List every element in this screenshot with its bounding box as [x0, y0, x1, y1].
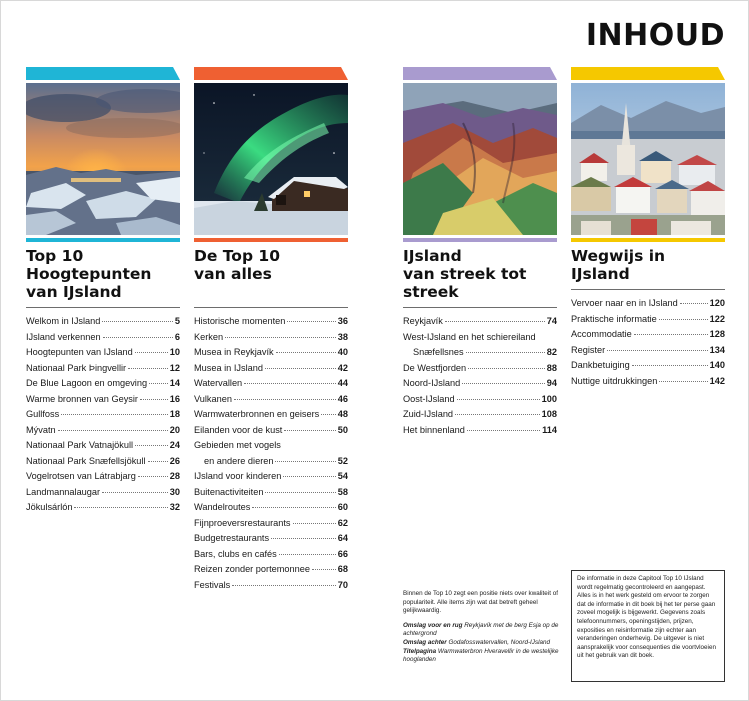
dot-leader — [445, 321, 545, 322]
toc-entry-page: 42 — [337, 362, 348, 373]
toc-entry-label: Hoogtepunten van IJsland — [26, 347, 133, 357]
toc-entry[interactable] — [194, 469, 348, 485]
toc-entry-label: Dankbetuiging — [571, 360, 630, 370]
toc-entry-page: 16 — [169, 393, 180, 404]
toc-entry-page: 82 — [546, 347, 557, 357]
dot-leader — [457, 399, 540, 400]
toc-entry-label: Musea in IJsland — [194, 362, 263, 373]
toc-entry-label: Budgetrestaurants — [194, 533, 270, 543]
toc-entry-label: Vogelrotsen van Látrabjarg — [26, 471, 136, 481]
toc-entry[interactable] — [403, 392, 557, 408]
toc-entry-page: 24 — [169, 440, 180, 450]
dot-leader — [462, 383, 545, 384]
section-heading: IJsland van streek tot streek — [403, 247, 527, 301]
section-band — [403, 238, 557, 242]
toc-entry-label: Watervallen — [194, 378, 243, 388]
toc-entry-page: 46 — [337, 393, 348, 404]
dot-leader — [225, 337, 336, 338]
toc-entry[interactable] — [194, 500, 348, 516]
dot-leader — [659, 381, 707, 382]
toc-entry[interactable] — [194, 361, 348, 377]
toc-entry[interactable] — [194, 330, 348, 346]
toc-entry-label: Reykjavík — [403, 316, 443, 326]
section-heading: Top 10 Hoogtepunten van IJsland — [26, 247, 152, 301]
toc-entry-page: 26 — [169, 455, 180, 466]
title-page-credit: Titelpagina Warmwaterbron Hveravellir in de westelijke hooglanden — [403, 647, 559, 664]
dot-leader — [135, 445, 168, 446]
dot-leader — [74, 507, 167, 508]
section-tab — [571, 67, 725, 80]
toc-list — [571, 296, 725, 389]
section-band — [194, 238, 348, 242]
toc-entry[interactable] — [403, 407, 557, 423]
section-divider — [403, 307, 557, 308]
toc-entry-page: 6 — [174, 331, 180, 342]
toc-entry-page: 140 — [709, 360, 725, 370]
section-divider — [194, 307, 348, 308]
dot-leader — [634, 334, 708, 335]
toc-entry-label: West-IJsland en het schiereiland — [403, 331, 536, 342]
toc-entry-label: Landmannalaugar — [26, 486, 101, 497]
toc-entry[interactable] — [26, 485, 180, 501]
dot-leader — [234, 399, 336, 400]
section-tab — [26, 67, 180, 80]
toc-entry[interactable] — [26, 407, 180, 423]
section-top10-highlights — [26, 67, 180, 516]
toc-entry[interactable] — [26, 361, 180, 377]
toc-entry-label: Vulkanen — [194, 393, 232, 404]
dot-leader — [102, 492, 168, 493]
toc-entry-label: Nationaal Park Vatnajökull — [26, 440, 134, 450]
toc-entry-label: Kerken — [194, 331, 224, 342]
toc-entry[interactable] — [26, 469, 180, 485]
dot-leader — [283, 476, 335, 477]
toc-entry-label: Oost-IJsland — [403, 393, 455, 404]
toc-entry-label: Gullfoss — [26, 409, 60, 419]
dot-leader — [271, 538, 336, 539]
reykjavik-church-view-photo — [571, 83, 725, 235]
toc-entry-page: 32 — [169, 502, 180, 512]
toc-entry-page: 100 — [541, 393, 557, 404]
dot-leader — [287, 321, 335, 322]
toc-entry-page: 60 — [337, 502, 348, 512]
dot-leader — [279, 554, 336, 555]
toc-entry[interactable] — [26, 438, 180, 454]
toc-entry-page: 70 — [337, 579, 348, 590]
disclaimer-box: De informatie in deze Capitool Top 10 IJsland wordt regelmatig gecontroleerd en aangepast. Alles is in het werk gesteld om ervoor te zorgen dat de informatie in dit boek bij het ter perse gaan zoveel mogelijk is bijgewerkt. Gegevens zoals telefoonnummers, openingstijden, prijzen, exposities en reisinformatie zijn echter aan veranderingen onderhevig. De uitgever is niet aansprakelijk voor consequenties die voortvloeien uit het gebruik van dit boek. — [571, 570, 725, 682]
toc-entry-label: Wandelroutes — [194, 502, 251, 512]
toc-entry[interactable] — [194, 562, 348, 578]
toc-entry-page: 62 — [337, 517, 348, 528]
toc-entry-label: Zuid-IJsland — [403, 409, 454, 419]
toc-entry[interactable] — [403, 423, 557, 439]
toc-entry-label: Nationaal Park Þingvellir — [26, 362, 127, 373]
toc-entry[interactable] — [403, 314, 557, 330]
toc-entry-label: Nuttige uitdrukkingen — [571, 375, 658, 386]
toc-entry-page: 64 — [337, 533, 348, 543]
toc-entry-label: Historische momenten — [194, 316, 286, 326]
toc-entry-label: Jökulsárlón — [26, 502, 73, 512]
toc-entry[interactable] — [26, 330, 180, 346]
dot-leader — [293, 523, 336, 524]
toc-list — [26, 314, 180, 516]
toc-entry-page: 20 — [169, 424, 180, 435]
dot-leader — [468, 368, 545, 369]
toc-entry-label: Het binnenland — [403, 424, 465, 435]
northern-lights-photo — [194, 83, 348, 235]
toc-entry[interactable] — [571, 327, 725, 343]
toc-entry[interactable] — [194, 485, 348, 501]
toc-entry-page: 88 — [546, 362, 557, 373]
dot-leader — [252, 507, 335, 508]
cover-credit-back: Omslag achter Godafosswatervallen, Noord-IJsland — [403, 638, 551, 646]
toc-entry[interactable] — [571, 343, 725, 359]
dot-leader — [128, 368, 168, 369]
toc-entry-page: 94 — [546, 378, 557, 388]
cover-credit-front: Omslag voor en rug Reykjavík met de berg Esja op de achtergrond — [403, 621, 559, 638]
toc-entry-label: IJsland verkennen — [26, 331, 101, 342]
toc-entry-page: 108 — [541, 409, 557, 419]
toc-entry-page: 38 — [337, 331, 348, 342]
toc-entry-label-continued: en andere dieren — [204, 455, 274, 466]
dot-leader — [680, 303, 708, 304]
toc-entry[interactable] — [194, 314, 348, 330]
section-band — [571, 238, 725, 242]
section-top10-everything — [194, 67, 348, 593]
section-divider — [26, 307, 180, 308]
toc-entry-label: De Blue Lagoon en omgeving — [26, 378, 148, 388]
toc-entry-page: 74 — [546, 316, 557, 326]
toc-entry[interactable] — [571, 296, 725, 312]
dot-leader — [265, 368, 336, 369]
toc-entry-label: Gebieden met vogels — [194, 440, 281, 450]
toc-entry[interactable] — [26, 314, 180, 330]
toc-entry-label: Buitenactiviteiten — [194, 486, 264, 497]
toc-list — [194, 314, 348, 593]
editorial-note — [403, 590, 561, 665]
ranking-note: Binnen de Top 10 zegt een positie niets over kwaliteit of populariteit. Alle items zijn wat dat betreft geheel gelijkwaardig. — [403, 590, 558, 615]
toc-entry[interactable] — [26, 376, 180, 392]
toc-entry[interactable] — [403, 361, 557, 377]
dot-leader — [103, 337, 173, 338]
dot-leader — [244, 383, 336, 384]
toc-entry[interactable] — [403, 376, 557, 392]
toc-entry-label: Musea in Reykjavík — [194, 347, 274, 357]
toc-entry[interactable] — [194, 423, 348, 439]
toc-entry-page: 48 — [337, 409, 348, 419]
toc-entry[interactable] — [571, 312, 725, 328]
toc-entry-label: Vervoer naar en in IJsland — [571, 298, 678, 308]
toc-entry[interactable] — [194, 578, 348, 594]
landmannalaugar-mountains-photo — [403, 83, 557, 235]
toc-entry-label-continued: Snæfellsnes — [413, 347, 464, 357]
toc-entry[interactable] — [403, 330, 557, 361]
toc-entry-page: 44 — [337, 378, 348, 388]
dot-leader — [275, 461, 335, 462]
dot-leader — [466, 352, 545, 353]
dot-leader — [135, 352, 168, 353]
toc-entry-page: 52 — [337, 455, 348, 466]
dot-leader — [148, 461, 168, 462]
toc-entry-page: 66 — [337, 548, 348, 559]
toc-entry-page: 36 — [337, 316, 348, 326]
dot-leader — [149, 383, 168, 384]
toc-entry-page: 114 — [542, 424, 557, 435]
toc-entry[interactable] — [194, 345, 348, 361]
dot-leader — [632, 365, 708, 366]
toc-entry[interactable] — [26, 345, 180, 361]
dot-leader — [321, 414, 335, 415]
toc-entry[interactable] — [571, 374, 725, 390]
toc-entry-page: 28 — [169, 471, 180, 481]
section-getting-around — [571, 67, 725, 389]
toc-entry-label: Bars, clubs en cafés — [194, 548, 277, 559]
toc-entry[interactable] — [194, 438, 348, 469]
section-tab — [403, 67, 557, 80]
toc-entry-label: IJsland voor kinderen — [194, 471, 282, 481]
toc-entry[interactable] — [26, 423, 180, 439]
toc-entry-label: Nationaal Park Snæfellsjökull — [26, 455, 146, 466]
toc-entry-page: 5 — [174, 316, 180, 326]
section-heading: De Top 10 van alles — [194, 247, 280, 283]
toc-entry[interactable] — [194, 516, 348, 532]
toc-entry-page: 30 — [169, 486, 180, 497]
toc-entry-page: 40 — [337, 347, 348, 357]
dot-leader — [659, 319, 708, 320]
section-region-by-region — [403, 67, 557, 438]
toc-entry-page: 134 — [709, 344, 725, 355]
toc-entry[interactable] — [194, 407, 348, 423]
section-tab — [194, 67, 348, 80]
toc-entry-page: 122 — [709, 313, 725, 324]
dot-leader — [455, 414, 540, 415]
toc-entry[interactable] — [194, 392, 348, 408]
toc-entry-page: 142 — [709, 375, 725, 386]
toc-entry-page: 120 — [709, 298, 725, 308]
dot-leader — [140, 399, 168, 400]
toc-entry-page: 58 — [337, 486, 348, 497]
toc-entry-page: 68 — [337, 564, 348, 574]
toc-entry[interactable] — [26, 454, 180, 470]
toc-entry-label: Praktische informatie — [571, 313, 657, 324]
toc-entry[interactable] — [194, 531, 348, 547]
section-band — [26, 238, 180, 242]
toc-entry-label: Noord-IJsland — [403, 378, 461, 388]
toc-entry-label: Eilanden voor de kust — [194, 424, 283, 435]
toc-entry-page: 50 — [337, 424, 348, 435]
dot-leader — [312, 569, 336, 570]
section-divider — [571, 289, 725, 290]
toc-entry[interactable] — [26, 392, 180, 408]
toc-entry-label: Festivals — [194, 579, 231, 590]
toc-entry-label: Register — [571, 344, 606, 355]
toc-entry-label: Mývatn — [26, 424, 56, 435]
toc-entry-label: De Westfjorden — [403, 362, 467, 373]
glacier-lagoon-sunset-photo — [26, 83, 180, 235]
dot-leader — [284, 430, 335, 431]
toc-entry[interactable] — [571, 358, 725, 374]
toc-entry-page: 18 — [169, 409, 180, 419]
dot-leader — [265, 492, 335, 493]
page-title: INHOUD — [585, 18, 725, 53]
dot-leader — [61, 414, 168, 415]
dot-leader — [467, 430, 540, 431]
section-heading: Wegwijs in IJsland — [571, 247, 666, 283]
dot-leader — [58, 430, 168, 431]
toc-entry-page: 10 — [169, 347, 180, 357]
toc-entry-page: 14 — [169, 378, 180, 388]
toc-entry[interactable] — [194, 547, 348, 563]
toc-entry-label: Warmwaterbronnen en geisers — [194, 409, 320, 419]
toc-entry-page: 128 — [709, 329, 725, 339]
dot-leader — [607, 350, 707, 351]
toc-entry-label: Accommodatie — [571, 329, 632, 339]
toc-entry[interactable] — [194, 376, 348, 392]
toc-entry-label: Warme bronnen van Geysir — [26, 393, 138, 404]
toc-entry-page: 12 — [169, 362, 180, 373]
toc-entry-page: 54 — [337, 471, 348, 481]
toc-entry[interactable] — [26, 500, 180, 516]
dot-leader — [232, 585, 336, 586]
toc-list — [403, 314, 557, 438]
toc-entry-label: Fijnproeversrestaurants — [194, 517, 291, 528]
dot-leader — [276, 352, 336, 353]
toc-entry-label: Reizen zonder portemonnee — [194, 564, 310, 574]
dot-leader — [102, 321, 172, 322]
toc-entry-label: Welkom in IJsland — [26, 316, 101, 326]
dot-leader — [138, 476, 168, 477]
